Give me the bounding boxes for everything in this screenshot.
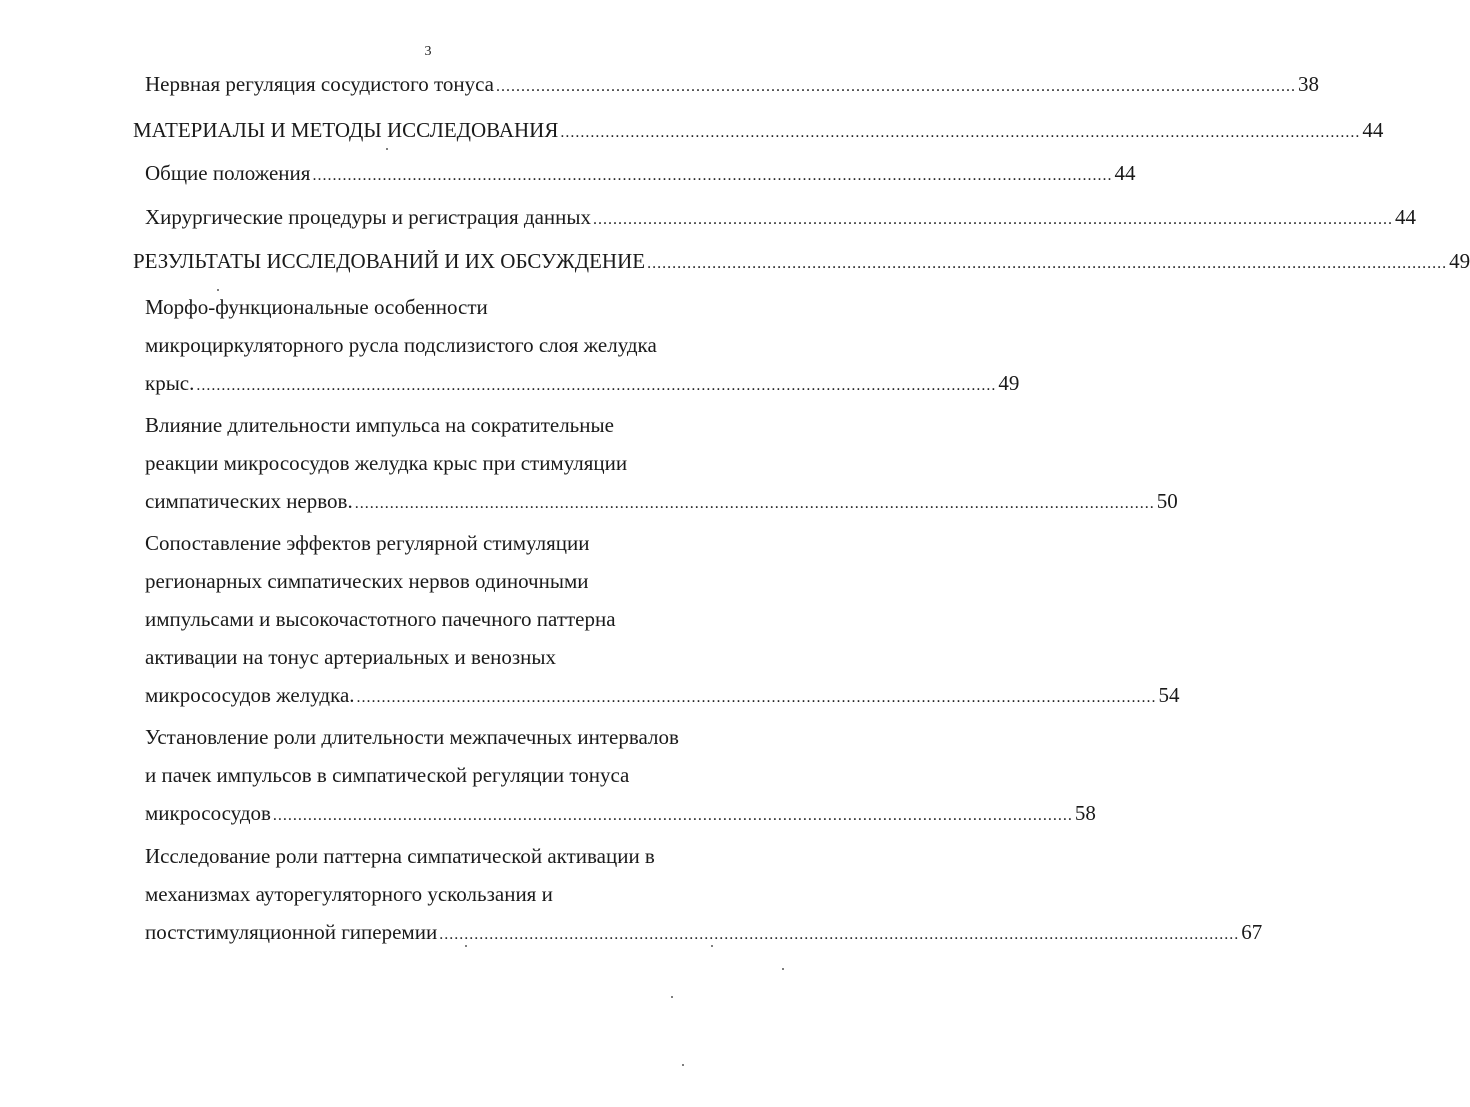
toc-entry-title-line: Сопоставление эффектов регулярной стимуляции xyxy=(145,531,590,555)
toc-entry[interactable] xyxy=(133,242,1470,280)
toc-entry-page: 44 xyxy=(1362,118,1384,142)
page-number: 3 xyxy=(424,44,432,59)
toc-entry-page: 44 xyxy=(1395,205,1416,229)
toc-entry-title-line: Исследование роли паттерна симпатической активации в xyxy=(145,844,655,868)
toc-entry[interactable] xyxy=(145,406,1178,520)
scan-speck xyxy=(386,148,388,150)
scan-speck xyxy=(682,1064,684,1066)
toc-entry-title-line: постстимуляционной гиперемии xyxy=(145,920,438,944)
dot-leader: ................................................................................................................................................................ xyxy=(196,377,997,394)
toc-entry[interactable] xyxy=(145,837,1263,951)
toc-entry-title-line: механизмах ауторегуляторного ускользания и xyxy=(145,882,553,906)
dot-leader: ................................................................................................................................................................ xyxy=(647,255,1448,272)
dot-leader: ................................................................................................................................................................ xyxy=(312,167,1113,184)
dot-leader: ................................................................................................................................................................ xyxy=(356,689,1157,706)
dot-leader: ................................................................................................................................................................ xyxy=(272,807,1073,824)
toc-entry-page: 44 xyxy=(1114,161,1136,185)
toc-entry-title-line: микроциркуляторного русла подслизистого слоя желудка xyxy=(145,333,657,357)
scan-speck xyxy=(782,968,784,970)
toc-entry[interactable] xyxy=(133,111,1384,149)
scan-speck xyxy=(465,945,467,947)
toc-entry-page: 49 xyxy=(1449,249,1470,273)
toc-entry[interactable] xyxy=(145,524,1180,714)
toc-entry-page: 58 xyxy=(1074,801,1096,825)
toc-entry-title: Нервная регуляция сосудистого тонуса xyxy=(145,72,494,96)
toc-entry-title-line: крыс. xyxy=(145,371,195,395)
toc-entry-title-line: импульсами и высокочастотного пачечного паттерна xyxy=(145,607,616,631)
toc-entry-page: 67 xyxy=(1241,920,1263,944)
scan-speck xyxy=(671,996,673,998)
toc-entry-title-line: Влияние длительности импульса на сократительные xyxy=(145,413,614,437)
toc-entry-title: РЕЗУЛЬТАТЫ ИССЛЕДОВАНИЙ И ИХ ОБСУЖДЕНИЕ xyxy=(133,249,646,273)
dot-leader: ................................................................................................................................................................ xyxy=(439,926,1240,943)
toc-entry-title-line: Установление роли длительности межпачечных интервалов xyxy=(145,725,679,749)
toc-entry[interactable] xyxy=(145,154,1136,192)
dot-leader: ................................................................................................................................................................ xyxy=(593,211,1393,228)
toc-entry-title-line: реакции микрососудов желудка крыс при стимуляции xyxy=(145,451,628,475)
toc-entry-title-line: микрососудов xyxy=(145,801,271,825)
dot-leader: ................................................................................................................................................................ xyxy=(560,124,1361,141)
toc-entry-page: 50 xyxy=(1156,489,1178,513)
dot-leader: ................................................................................................................................................................ xyxy=(354,495,1155,512)
toc-entry-title-line: симпатических нервов. xyxy=(145,489,353,513)
toc-entry[interactable] xyxy=(145,718,1096,832)
toc-entry[interactable] xyxy=(145,198,1416,236)
toc-entry[interactable] xyxy=(145,288,1020,402)
dot-leader: ................................................................................................................................................................ xyxy=(496,78,1296,95)
toc-entry-title-line: и пачек импульсов в симпатической регуляции тонуса xyxy=(145,763,630,787)
toc-entry-title: Хирургические процедуры и регистрация данных xyxy=(145,205,591,229)
toc-entry-title-line: микрососудов желудка. xyxy=(145,683,355,707)
toc-entry-page: 54 xyxy=(1158,683,1180,707)
toc-entry-title-line: регионарных симпатических нервов одиночными xyxy=(145,569,589,593)
toc-entry-title: МАТЕРИАЛЫ И МЕТОДЫ ИССЛЕДОВАНИЯ xyxy=(133,118,559,142)
toc-entry-title: Общие положения xyxy=(145,161,311,185)
scan-speck xyxy=(217,289,219,291)
scan-speck xyxy=(711,945,713,947)
toc-entry-title-line: активации на тонус артериальных и венозных xyxy=(145,645,557,669)
toc-entry[interactable] xyxy=(145,65,1319,103)
toc-entry-page: 49 xyxy=(998,371,1020,395)
toc-entry-title-line: Морфо-функциональные особенности xyxy=(145,295,488,319)
toc-entry-page: 38 xyxy=(1298,72,1319,96)
